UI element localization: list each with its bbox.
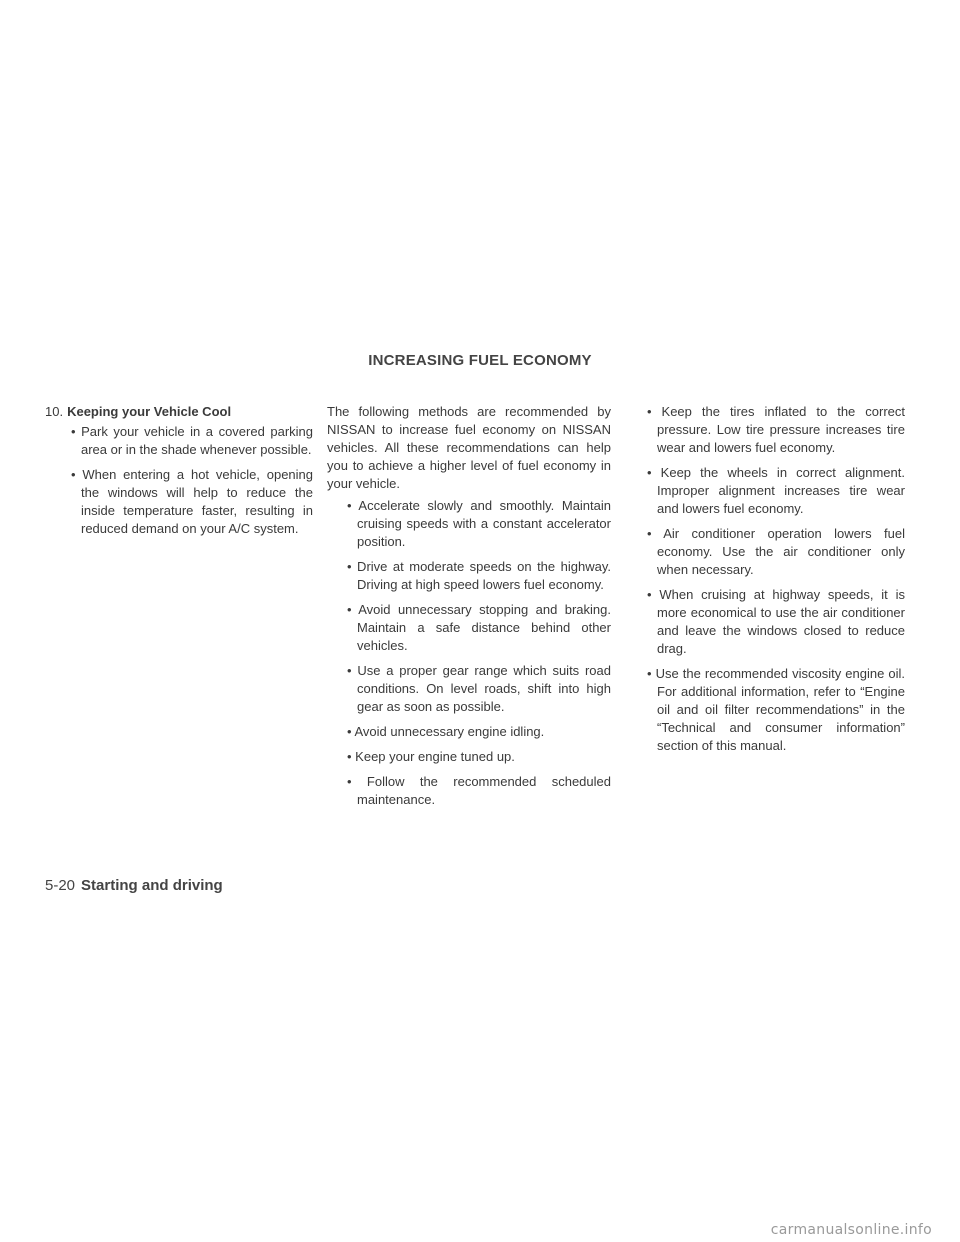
heading-text: Keeping your Vehicle Cool <box>67 404 232 419</box>
list-item: • Avoid unnecessary engine idling. <box>347 724 545 739</box>
list-item: • Keep the wheels in correct alignment. Improper alignment increases tire wear and lowers fuel economy. <box>647 465 905 516</box>
bullet-list <box>45 423 313 538</box>
numbered-heading <box>45 403 313 421</box>
page-number: 5-20 <box>45 877 76 894</box>
list-item: • Drive at moderate speeds on the highway. Driving at high speed lowers fuel economy. <box>347 559 611 592</box>
list-item: • Use a proper gear range which suits road conditions. On level roads, shift into high gear as soon as possible. <box>347 663 611 714</box>
list-item: • Air conditioner operation lowers fuel economy. Use the air conditioner only when necessary. <box>647 526 905 577</box>
list-item: • When entering a hot vehicle, opening the windows will help to reduce the inside temperature faster, resulting in reduced demand on your A/C system. <box>71 467 313 536</box>
list-item: • Use the recommended viscosity engine oil. For additional information, refer to “Engine oil and oil filter recommendations” in the “Technical and consumer information” section of this manual. <box>647 666 905 753</box>
bullet-list <box>637 403 905 755</box>
heading-number: 10. <box>45 404 64 419</box>
list-item: • Avoid unnecessary stopping and braking. Maintain a safe distance behind other vehicles. <box>347 602 611 653</box>
section-title: INCREASING FUEL ECONOMY <box>368 352 592 369</box>
list-item: • When cruising at highway speeds, it is more economical to use the air conditioner and leave the windows closed to reduce drag. <box>647 587 905 656</box>
list-item: • Keep your engine tuned up. <box>347 749 515 764</box>
watermark-text: carmanualsonline.info <box>770 1222 932 1238</box>
column-right <box>637 403 905 762</box>
list-item: • Park your vehicle in a covered parking area or in the shade whenever possible. <box>71 424 313 457</box>
column-middle <box>327 403 611 816</box>
list-item: • Accelerate slowly and smoothly. Maintain cruising speeds with a constant accelerator position. <box>347 498 611 549</box>
list-item: • Follow the recommended scheduled maintenance. <box>347 774 611 807</box>
chapter-title: Starting and driving <box>81 877 223 894</box>
column-left <box>45 403 313 545</box>
bullet-list <box>327 497 611 809</box>
intro-paragraph: The following methods are recommended by NISSAN to increase fuel economy on NISSAN vehicles. All these recommendations can help you to achieve a higher level of fuel economy in your vehicle. <box>327 404 611 491</box>
list-item: • Keep the tires inflated to the correct pressure. Low tire pressure increases tire wear and lowers fuel economy. <box>647 404 905 455</box>
page-footer <box>45 877 223 894</box>
